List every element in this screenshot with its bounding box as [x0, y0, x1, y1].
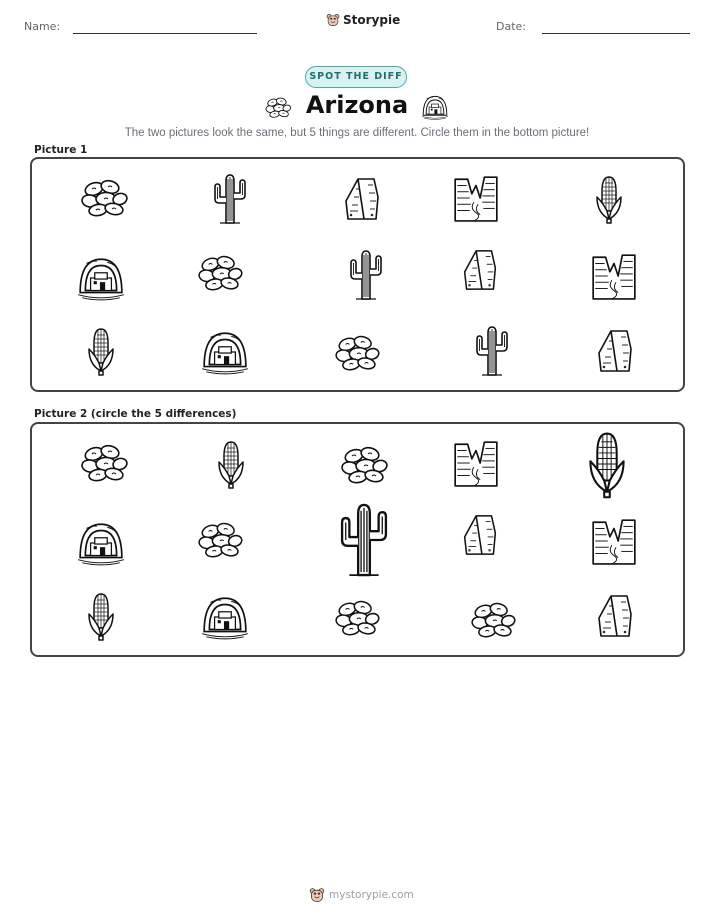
spot-the-diff-badge: SPOT THE DIFF — [305, 66, 407, 88]
picture-1-panel[interactable] — [30, 157, 685, 392]
mesa-icon — [594, 592, 636, 640]
picture-2-label: Picture 2 (circle the 5 differences) — [34, 408, 237, 420]
footer — [309, 887, 414, 903]
beans-icon — [264, 96, 292, 118]
beans-icon[interactable] — [470, 600, 516, 638]
pueblo-icon — [200, 594, 250, 640]
corn-icon — [594, 173, 624, 225]
mesa-icon — [458, 512, 502, 558]
beans-icon — [197, 253, 243, 291]
name-label: Name: — [24, 20, 61, 33]
canyon-icon — [452, 173, 500, 223]
beans-icon — [334, 333, 380, 371]
bear-logo-icon — [309, 887, 325, 903]
instructions-text: The two pictures look the same, but 5 things are different. Circle them in the bottom picture! — [124, 127, 590, 139]
canyon-icon — [590, 251, 638, 301]
corn-icon — [86, 325, 116, 377]
pueblo-icon — [420, 94, 450, 120]
beans-icon — [80, 177, 128, 217]
corn-icon[interactable] — [216, 438, 246, 490]
storypie-logo — [326, 13, 400, 27]
beans-icon — [80, 442, 128, 482]
picture-2-panel[interactable] — [30, 422, 685, 657]
name-line[interactable] — [73, 33, 257, 34]
picture-1-label: Picture 1 — [34, 144, 88, 156]
bear-logo-icon — [326, 13, 340, 27]
beans-icon — [197, 520, 243, 558]
mesa-icon — [594, 327, 636, 375]
date-line[interactable] — [542, 33, 690, 34]
brand-text: Storypie — [343, 13, 401, 27]
corn-icon — [86, 590, 116, 642]
cactus-icon — [346, 249, 386, 301]
beans-icon — [334, 598, 380, 636]
mesa-icon — [458, 247, 502, 293]
canyon-icon — [452, 438, 500, 488]
beans-icon[interactable] — [340, 444, 388, 484]
mesa-icon — [342, 175, 382, 223]
cactus-icon[interactable] — [332, 502, 396, 578]
cactus-icon — [472, 325, 512, 377]
pueblo-icon — [76, 520, 126, 566]
pueblo-icon — [200, 329, 250, 375]
date-label: Date: — [496, 20, 526, 33]
footer-url[interactable]: mystorypie.com — [329, 889, 414, 901]
canyon-icon — [590, 516, 638, 566]
corn-icon[interactable] — [584, 428, 630, 500]
pueblo-icon — [76, 255, 126, 301]
cactus-icon — [210, 173, 250, 225]
page-title: Arizona — [305, 91, 409, 119]
